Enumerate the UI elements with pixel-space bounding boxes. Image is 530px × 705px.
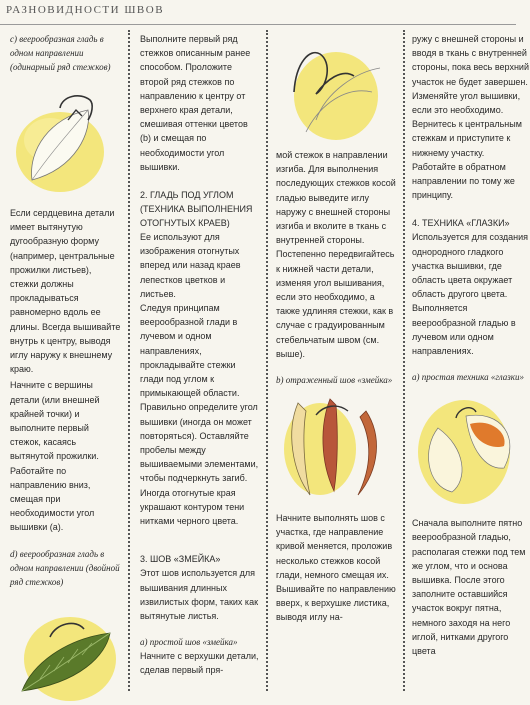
column-divider	[403, 30, 405, 691]
column-3	[276, 32, 398, 692]
section-4-text: Используется для создания однородного гладкого участка вышивки, где область цвета окружает область другого цвета. Выполняется веерообразной гладью в лучевом или одном направлениях.	[412, 232, 529, 357]
col3-text-a: мой стежок в направлении изгиба. Для выполнения последующих стежков косой гладью выведите иглу наружу с внешней стороны изгиба и вколите в ткань с внутренней стороны. Постепенно передвигайтесь к нижней части детали, изменяя угол вышивания, если это необходимо, а также удлиняя стежки, как в случае с градуированным стебельчатым швом (см. выше).	[276, 150, 396, 359]
section-3-text: Этот шов используется для вышивания длинных извилистых форм, таких как вытянутые листья.	[140, 568, 259, 621]
col3-text-b: Начните выполнять шов с участка, где направление кривой меняется, проложив несколько стежков косой глади, немного смещая их. Вышивайте по направлению вверх, к верхушке листика, выводя иглу на-	[276, 513, 396, 623]
page-header	[0, 0, 516, 25]
illustration-angled-edge	[276, 32, 398, 144]
column-4	[412, 32, 529, 692]
illustration-eye-butterfly	[412, 388, 516, 510]
illustration-snake-mirrored	[276, 391, 398, 503]
section-3-title: 3. ШОВ «ЗМЕЙКА»	[140, 554, 221, 565]
col1-text-b: Начните с вершины детали (или внешней крайней точки) и выполните первый стежок, касаясь вытянутой прожилки. Работайте по направлению вниз, смещая при необходимости угол вышивки (а).	[10, 380, 100, 533]
column-2	[140, 32, 260, 692]
caption-d: d) веерообразная гладь в одном направлении (двойной ряд стежков)	[10, 548, 120, 587]
illustration-leaf-fan-single	[10, 80, 122, 202]
caption-snake-mirrored: b) отраженный шов «змейка»	[276, 375, 393, 386]
col4-text-end: Сначала выполните пятно веерообразной гладью, располагая стежки под тем же углом, что и основа вышивка. После этого заполните оставшийся участок вокруг пятна, немного заходя на него иглой, нитками другого цвета	[412, 518, 526, 657]
section-4-title: 4. ТЕХНИКА «ГЛАЗКИ»	[412, 218, 510, 229]
section-2-text-b: Следуя принципам веерообразной глади в лучевом и одном направлениях, прокладывайте стежки глади под углом к примыкающей области. Правильно определите угол вышивки (иногда он может повторяться). Оставляйте пробелы между вышиваемыми элементами, чтобы подчеркнуть загиб. Иногда отогнутые края украшают контуром тени нитками черного цвета.	[140, 303, 259, 527]
column-1	[10, 32, 122, 692]
page-title: РАЗНОВИДНОСТИ ШВОВ	[6, 4, 165, 16]
col2-text-end: Начните с верхушки детали, сделав первый пря-	[140, 651, 259, 676]
column-divider	[266, 30, 268, 691]
col1-text-a: Если сердцевина детали имеет вытянутую дугообразную форму (например, центральные прожилки листьев), стежки должны прокладываться равномерно вдоль ее длины. Всегда вышивайте внутрь к центру, выводя иглу наружу к внешнему краю.	[10, 208, 121, 375]
caption-c: с) веерообразная гладь в одном направлении (одинарный ряд стежков)	[10, 34, 111, 72]
section-2-title: 2. ГЛАДЬ ПОД УГЛОМ (ТЕХНИКА ВЫПОЛНЕНИЯ ОТОГНУТЫХ КРАЕВ)	[140, 190, 253, 229]
caption-snake-simple: а) простой шов «змейка»	[140, 637, 238, 648]
illustration-leaf-fan-double	[10, 595, 122, 705]
caption-eye-simple: а) простая техника «глазки»	[412, 372, 525, 383]
column-divider	[128, 30, 130, 691]
col4-text-a: ружу с внешней стороны и вводя в ткань с внутренней стороны, пока весь верхний участок не будет завершен. Изменяйте угол вышивки, если это необходимо. Вернитесь к центральным стежкам и приступите к нижнему участку. Работайте в обратном направлении по тому же принципу.	[412, 34, 529, 201]
col2-text-a: Выполните первый ряд стежков описанным ранее способом. Проложите второй ряд стежков по направлению к центру от верхнего края детали, смешивая оттенки цветов (b) и смещая по необходимости угол вышивки.	[140, 34, 251, 172]
section-2-text-a: Ее используют для изображения отогнутых вперед или назад краев лепестков цветков и листьев.	[140, 232, 241, 299]
